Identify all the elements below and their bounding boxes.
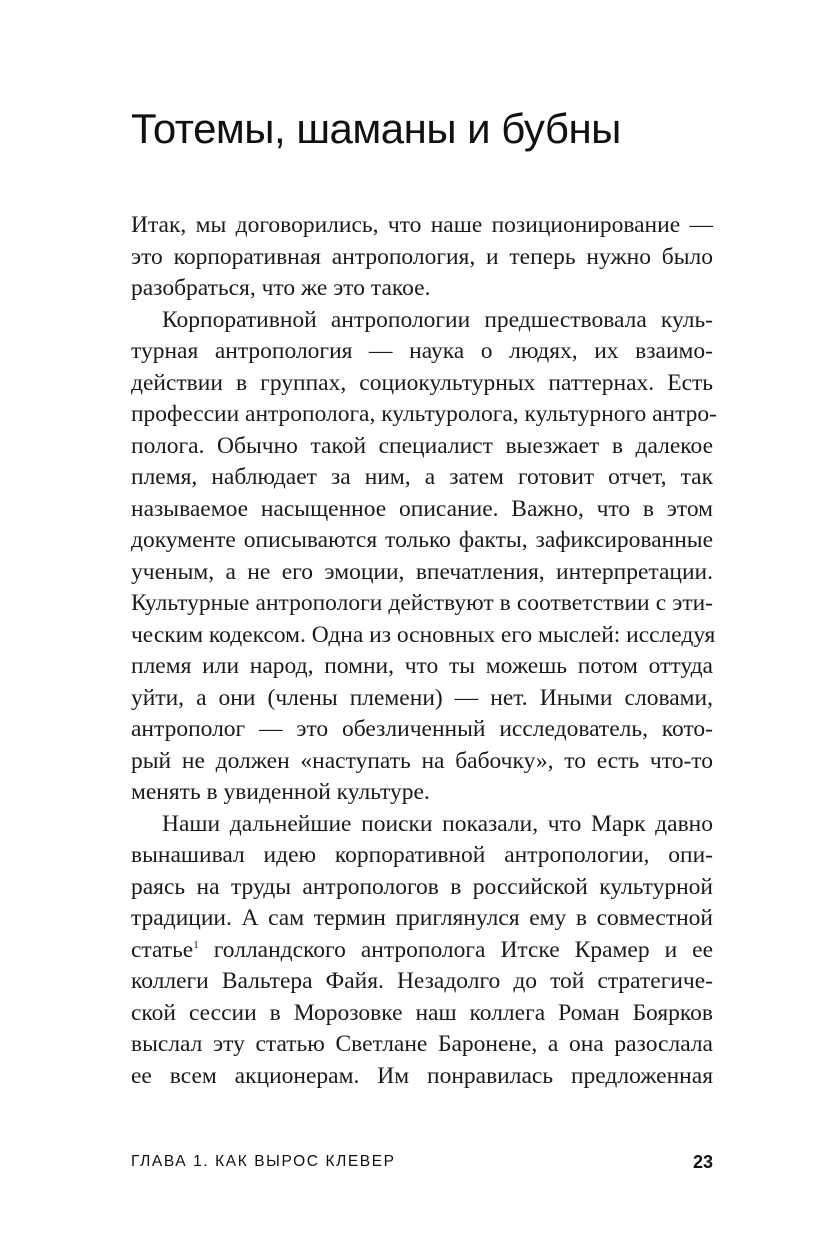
text-line: действии в группах, социокультурных паттернах. Есть <box>131 369 713 396</box>
text-line: уйти, а они (члены племени) — нет. Иными словами, <box>131 684 713 711</box>
text-line: Наши дальнейшие поиски показали, что Марк давно <box>162 810 713 837</box>
text-line: Корпоративной антропологии предшествовала куль- <box>162 306 713 333</box>
text-fragment: статье <box>131 936 194 963</box>
text-line: вынашивал идею корпоративной антропологии, опи- <box>131 842 713 868</box>
text-line: турная антропология — наука о людях, их взаимо- <box>131 338 713 364</box>
text-line: разобраться, что же это такое. <box>131 275 431 301</box>
running-head: ГЛАВА 1. КАК ВЫРОС КЛЕВЕР <box>131 1153 396 1170</box>
page-number: 23 <box>692 1152 713 1172</box>
text-line: менять в увиденной культуре. <box>131 779 430 805</box>
paragraph-3 <box>131 809 713 1093</box>
chapter-section-title: Тотемы, шаманы и бубны <box>131 105 621 152</box>
text-line: Культурные антропологи действуют в соответствии с эти- <box>131 590 713 616</box>
text-line: традиции. А сам термин приглянулся ему в совместной <box>131 905 713 931</box>
footnote-marker[interactable]: 1 <box>193 938 199 951</box>
text-line: раясь на труды антропологов в российской культурной <box>131 873 713 900</box>
text-line: полога. Обычно такой специалист выезжает в далекое <box>131 432 713 459</box>
text-line: ческим кодексом. Одна из основных его мыслей: исследуя <box>131 621 716 648</box>
text-line: ученым, а не его эмоции, впечатления, интерпретации. <box>131 558 713 585</box>
text-line: антрополог — это обезличенный исследователь, кото- <box>131 716 713 742</box>
text-line: профессии антрополога, культуролога, культурного антро- <box>131 401 717 427</box>
text-line-with-footnote <box>131 935 713 967</box>
text-line: это корпоративная антропология, и теперь нужно было <box>131 243 713 270</box>
body-text <box>131 210 717 1092</box>
text-line: рый не должен «наступать на бабочку», то есть что-то <box>131 747 713 774</box>
paragraph-2 <box>131 305 717 809</box>
text-line: ее всем акционерам. Им понравилась предложенная <box>131 1062 713 1089</box>
paragraph-1 <box>131 210 713 305</box>
text-line: Итак, мы договорились, что наше позиционирование — <box>131 212 713 238</box>
text-line: называемое насыщенное описание. Важно, что в этом <box>131 495 713 522</box>
text-line: выслал эту статью Светлане Баронене, а она разослала <box>131 1031 713 1057</box>
text-line: коллеги Вальтера Файя. Незадолго до той стратегиче- <box>131 968 713 994</box>
text-line: племя, наблюдает за ним, а затем готовит отчет, так <box>131 464 713 490</box>
text-fragment: голландского антрополога Итске Крамер и ее <box>198 936 713 963</box>
page-footer <box>131 1150 713 1174</box>
text-line: ской сессии в Морозовке наш коллега Роман Боярков <box>131 999 713 1026</box>
text-line: племя или народ, помни, что ты можешь потом оттуда <box>131 653 713 679</box>
text-line: документе описываются только факты, зафиксированные <box>131 527 713 553</box>
